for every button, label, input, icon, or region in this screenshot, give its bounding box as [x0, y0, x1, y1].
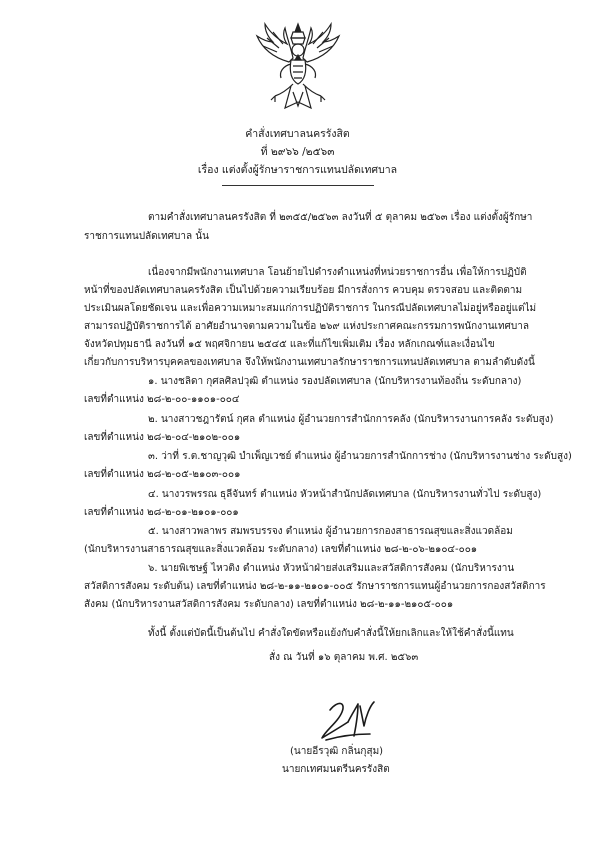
closing-statement: ทั้งนี้ ตั้งแต่บัดนี้เป็นต้นไป คำสั่งใดขัดหรือแย้งกับคำสั่งนี้ให้ยกเลิกและให้ใช้คำสั่งนี้แทน	[148, 628, 514, 639]
intro-line-1: ตามคำสั่งเทศบาลนครรังสิต ที่ ๒๓๕๕/๒๕๖๓ ลงวันที่ ๕ ตุลาคม ๒๕๖๓ เรื่อง แต่งตั้งผู้รักษา	[148, 212, 533, 223]
list-item-3-line-2: เลขที่ตำแหน่ง ๒๘-๒-๐๕-๒๑๐๓-๐๐๑	[84, 469, 241, 480]
header-divider	[222, 185, 374, 186]
list-item-6-line-2: สวัสดิการสังคม ระดับต้น) เลขที่ตำแหน่ง ๒๘-๒-๑๑-๒๑๐๑-๐๐๕ รักษาราชการแทนผู้อำนวยการกองสวัสดิการ	[84, 581, 546, 592]
office-title: คำสั่งเทศบาลนครรังสิต	[245, 128, 350, 140]
list-item-2-line-1: ๒. นางสาวชฎารัตน์ กุศล ตำแหน่ง ผู้อำนวยการสำนักการคลัง (นักบริหารงานการคลัง ระดับสูง)	[148, 414, 554, 425]
body-line-1: เนื่องจากมีพนักงานเทศบาล โอนย้ายไปดำรงตำแหน่งที่หน่วยราชการอื่น เพื่อให้การปฏิบัติ	[148, 267, 527, 278]
order-number: ที่ ๒๙๖๖ /๒๕๖๓	[260, 146, 335, 158]
list-item-6-line-3: สังคม (นักบริหารงานสวัสดิการสังคม ระดับกลาง) เลขที่ตำแหน่ง ๒๘-๒-๑๑-๒๑๐๕-๐๐๑	[84, 599, 454, 610]
list-item-1-line-2: เลขที่ตำแหน่ง ๒๘-๒-๐๐-๑๑๐๑-๐๐๔	[84, 394, 240, 405]
list-item-1-line-1: ๑. นางชลิดา กุศลศิลปวุฒิ ตำแหน่ง รองปลัดเทศบาล (นักบริหารงานท้องถิ่น ระดับกลาง)	[148, 376, 522, 387]
body-line-2: หน้าที่ของปลัดเทศบาลนครรังสิต เป็นไปด้วยความเรียบร้อย มีการสั่งการ ควบคุม ตรวจสอบ และติดตาม	[84, 285, 523, 296]
signature-icon	[312, 696, 382, 746]
signer-title: นายกเทศมนตรีนครรังสิต	[282, 764, 390, 775]
list-item-4-line-1: ๔. นางวรพรรณ ธุลีจันทร์ ตำแหน่ง หัวหน้าสำนักปลัดเทศบาล (นักบริหารงานทั่วไป ระดับสูง)	[148, 489, 542, 500]
body-line-6: เกี่ยวกับการบริหารบุคคลของเทศบาล จึงให้พนักงานเทศบาลรักษาราชการแทนปลัดเทศบาล ตามลำดับดังนี้	[84, 357, 535, 368]
intro-line-2: ราชการแทนปลัดเทศบาล นั้น	[84, 231, 209, 242]
list-item-5-line-1: ๕. นางสาวพลาพร สมพรบรรจง ตำแหน่ง ผู้อำนวยการกองสาธารณสุขและสิ่งแวดล้อม	[148, 526, 513, 537]
list-item-2-line-2: เลขที่ตำแหน่ง ๒๘-๒-๐๔-๒๑๐๒-๐๐๑	[84, 432, 241, 443]
body-line-5: จังหวัดปทุมธานี ลงวันที่ ๑๕ พฤศจิกายน ๒๕๔๕ และที่แก้ไขเพิ่มเติม เรื่อง หลักเกณฑ์และเงื่อนไข	[84, 339, 495, 350]
list-item-3-line-1: ๓. ว่าที่ ร.ต.ชาญวุฒิ บำเพ็ญเวชย์ ตำแหน่ง ผู้อำนวยการสำนักการช่าง (นักบริหารงานช่าง ระดับสูง)	[148, 451, 572, 462]
body-line-4: สามารถปฏิบัติราชการได้ อาศัยอำนาจตามความในข้อ ๒๖๙ แห่งประกาศคณะกรรมการพนักงานเทศบาล	[84, 321, 529, 332]
list-item-5-line-2: (นักบริหารงานสาธารณสุขและสิ่งแวดล้อม ระดับกลาง) เลขที่ตำแหน่ง ๒๘-๒-๐๖-๒๑๐๔-๐๐๑	[84, 544, 478, 555]
body-line-3: ประเมินผลโดยชัดเจน และเพื่อความเหมาะสมแก่การปฏิบัติราชการ ในกรณีปลัดเทศบาลไม่อยู่หรืออยู่แต่ไม่	[84, 303, 537, 314]
garuda-emblem-icon	[253, 22, 343, 114]
list-item-6-line-1: ๖. นายพิเชษฐ์ ไหวติง ตำแหน่ง หัวหน้าฝ่ายส่งเสริมและสวัสดิการสังคม (นักบริหารงาน	[148, 563, 515, 574]
ordered-date: สั่ง ณ วันที่ ๑๖ ตุลาคม พ.ศ. ๒๕๖๓	[269, 652, 419, 663]
subject-line: เรื่อง แต่งตั้งผู้รักษาราชการแทนปลัดเทศบาล	[197, 164, 398, 176]
list-item-4-line-2: เลขที่ตำแหน่ง ๒๘-๒-๐๑-๒๑๐๑-๐๐๑	[84, 507, 239, 518]
signer-name: (นายอีรวุฒิ กลิ่นกุสุม)	[290, 746, 384, 757]
